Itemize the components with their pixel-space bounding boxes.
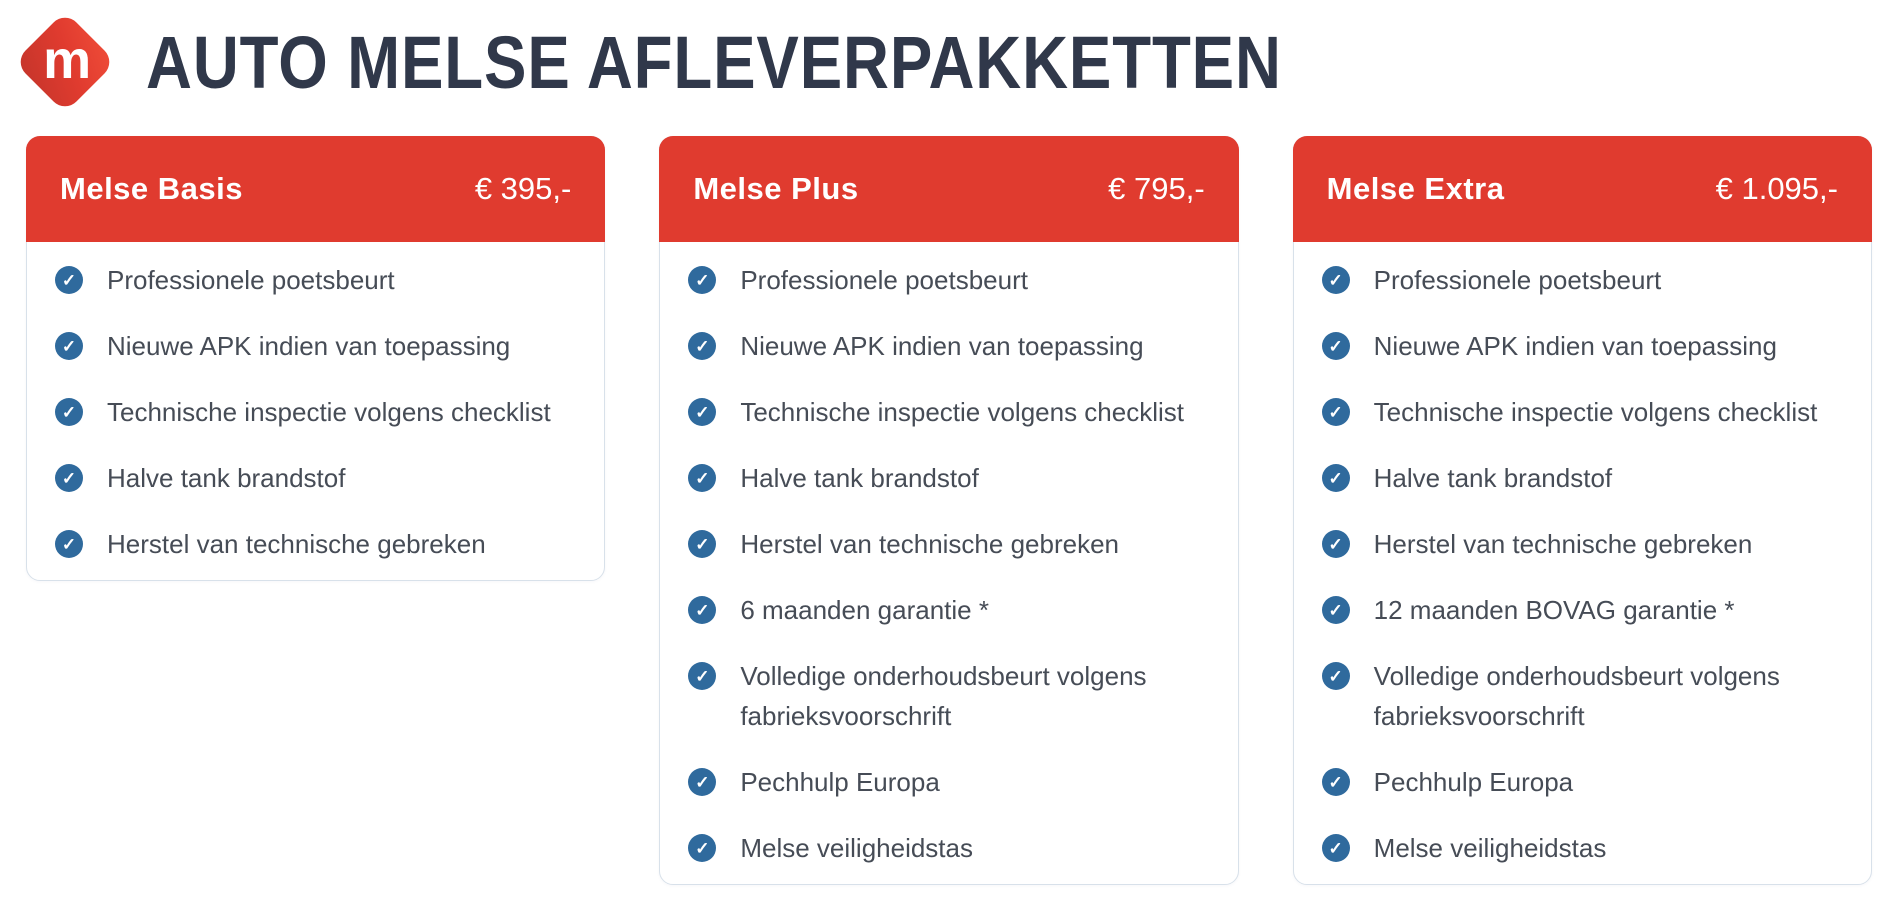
feature-label: Technische inspectie volgens checklist (740, 397, 1185, 427)
feature-label: Volledige onderhoudsbeurt volgens fabrieksvoorschrift (1373, 661, 1780, 731)
package-card-header (1293, 136, 1872, 242)
check-icon: ✓ (688, 332, 716, 360)
feature-label: 6 maanden garantie * (740, 595, 989, 625)
feature-item (688, 828, 1207, 868)
check-icon: ✓ (1322, 768, 1350, 796)
feature-list (660, 242, 1237, 884)
feature-item (1322, 590, 1841, 630)
check-icon: ✓ (688, 464, 716, 492)
check-icon: ✓ (688, 834, 716, 862)
check-icon: ✓ (688, 596, 716, 624)
feature-label: Technische inspectie volgens checklist (1373, 397, 1818, 427)
feature-item (1322, 260, 1841, 300)
feature-label: Professionele poetsbeurt (1373, 265, 1662, 295)
package-card (1293, 136, 1872, 885)
logo-diamond-icon (14, 11, 116, 113)
feature-item (688, 656, 1207, 736)
check-icon: ✓ (688, 662, 716, 690)
feature-item (1322, 392, 1841, 432)
feature-item (688, 762, 1207, 802)
feature-label: Herstel van technische gebreken (107, 529, 486, 559)
feature-item (1322, 762, 1841, 802)
package-name: Melse Extra (1326, 171, 1505, 206)
check-icon: ✓ (55, 530, 83, 558)
check-icon: ✓ (688, 530, 716, 558)
check-icon: ✓ (688, 398, 716, 426)
check-icon: ✓ (1322, 266, 1350, 294)
feature-label: Halve tank brandstof (1373, 463, 1613, 493)
feature-label: Technische inspectie volgens checklist (107, 397, 551, 427)
package-card-header (659, 136, 1238, 242)
check-icon: ✓ (1322, 834, 1350, 862)
check-icon: ✓ (55, 464, 83, 492)
check-icon: ✓ (1322, 530, 1350, 558)
check-icon: ✓ (1322, 398, 1350, 426)
feature-item (1322, 458, 1841, 498)
check-icon: ✓ (1322, 662, 1350, 690)
page-title: AUTO MELSE AFLEVERPAKKETTEN (146, 20, 1282, 104)
feature-item (1322, 326, 1841, 366)
feature-item (688, 590, 1207, 630)
check-icon: ✓ (1322, 596, 1350, 624)
package-card (26, 136, 605, 581)
check-icon: ✓ (55, 266, 83, 294)
feature-label: Nieuwe APK indien van toepassing (1373, 331, 1777, 361)
check-icon: ✓ (688, 768, 716, 796)
feature-item (1322, 656, 1841, 736)
feature-label: Volledige onderhoudsbeurt volgens fabrieksvoorschrift (740, 661, 1147, 731)
feature-item (688, 326, 1207, 366)
feature-item (688, 260, 1207, 300)
check-icon: ✓ (688, 266, 716, 294)
feature-label: Melse veiligheidstas (1373, 833, 1607, 863)
feature-item (55, 458, 574, 498)
package-price: € 395,- (474, 171, 572, 206)
feature-item (55, 260, 574, 300)
feature-item (55, 392, 574, 432)
feature-label: Professionele poetsbeurt (107, 265, 395, 295)
feature-label: Nieuwe APK indien van toepassing (740, 331, 1144, 361)
feature-item (688, 392, 1207, 432)
feature-label: Herstel van technische gebreken (740, 529, 1119, 559)
feature-item (55, 524, 574, 564)
package-price: € 1.095,- (1715, 171, 1838, 206)
feature-label: Halve tank brandstof (107, 463, 346, 493)
feature-label: Professionele poetsbeurt (740, 265, 1028, 295)
package-card-header (26, 136, 605, 242)
packages-row (0, 118, 1900, 885)
feature-label: Herstel van technische gebreken (1373, 529, 1753, 559)
feature-item (1322, 828, 1841, 868)
feature-label: Nieuwe APK indien van toepassing (107, 331, 511, 361)
page-header (0, 0, 1900, 118)
feature-label: Pechhulp Europa (740, 767, 940, 797)
package-name: Melse Plus (693, 171, 859, 206)
package-name: Melse Basis (60, 171, 243, 206)
feature-item (688, 524, 1207, 564)
logo-letter: m (43, 29, 92, 90)
check-icon: ✓ (55, 332, 83, 360)
feature-list (1294, 242, 1871, 884)
feature-list (27, 242, 604, 580)
feature-item (688, 458, 1207, 498)
auto-melse-logo (12, 9, 118, 115)
package-card (659, 136, 1238, 885)
feature-label: Melse veiligheidstas (740, 833, 973, 863)
check-icon: ✓ (1322, 332, 1350, 360)
package-price: € 795,- (1108, 171, 1205, 206)
feature-item (1322, 524, 1841, 564)
feature-label: Halve tank brandstof (740, 463, 979, 493)
feature-label: 12 maanden BOVAG garantie * (1373, 595, 1735, 625)
feature-label: Pechhulp Europa (1373, 767, 1574, 797)
check-icon: ✓ (55, 398, 83, 426)
feature-item (55, 326, 574, 366)
check-icon: ✓ (1322, 464, 1350, 492)
